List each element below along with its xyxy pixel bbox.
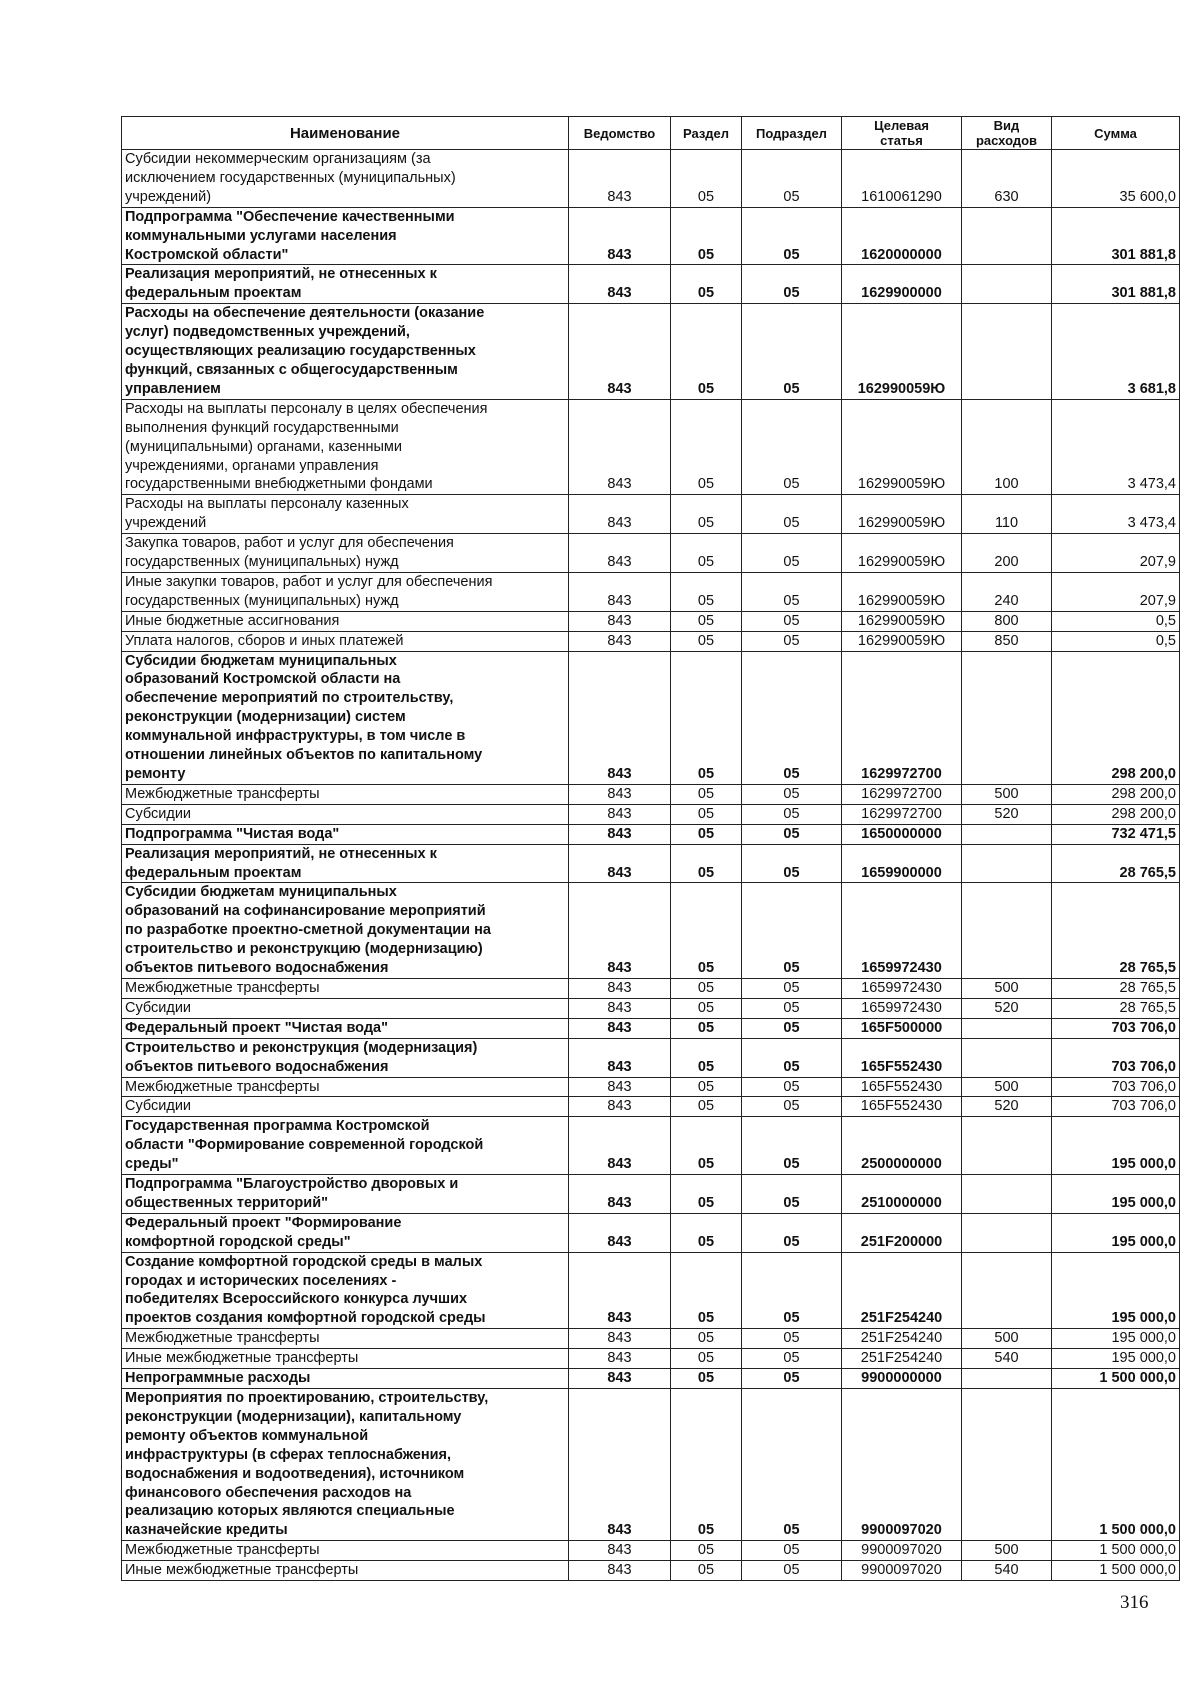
row-kind <box>962 1369 1052 1389</box>
row-name: Субсидии <box>122 1097 569 1117</box>
table-row <box>122 611 1180 631</box>
row-subsection: 05 <box>742 1117 842 1175</box>
row-section: 05 <box>671 631 742 651</box>
page-number: 316 <box>1120 1592 1149 1613</box>
budget-table <box>121 116 1180 1581</box>
row-target: 1659972430 <box>842 998 962 1018</box>
row-sum: 28 765,5 <box>1052 844 1180 883</box>
row-kind <box>962 265 1052 304</box>
table-row <box>122 1541 1180 1561</box>
row-subsection: 05 <box>742 1389 842 1541</box>
table-row <box>122 534 1180 573</box>
row-kind <box>962 207 1052 265</box>
row-kind <box>962 1389 1052 1541</box>
row-kind <box>962 1018 1052 1038</box>
row-name: Иные межбюджетные трансферты <box>122 1561 569 1581</box>
row-name: Подпрограмма "Благоустройство дворовых и общественных территорий" <box>122 1175 569 1214</box>
row-section: 05 <box>671 304 742 400</box>
row-name: Субсидии <box>122 998 569 1018</box>
table-row <box>122 784 1180 804</box>
row-dept: 843 <box>569 998 671 1018</box>
row-subsection: 05 <box>742 1252 842 1329</box>
row-name: Уплата налогов, сборов и иных платежей <box>122 631 569 651</box>
row-section: 05 <box>671 611 742 631</box>
row-dept: 843 <box>569 534 671 573</box>
table-row <box>122 572 1180 611</box>
row-name: Межбюджетные трансферты <box>122 1329 569 1349</box>
row-section: 05 <box>671 1329 742 1349</box>
row-name: Федеральный проект "Формирование комфортной городской среды" <box>122 1213 569 1252</box>
table-row <box>122 631 1180 651</box>
header-dept: Ведомство <box>569 117 671 150</box>
row-subsection: 05 <box>742 207 842 265</box>
row-sum: 28 765,5 <box>1052 998 1180 1018</box>
row-section: 05 <box>671 804 742 824</box>
table-header-row <box>122 117 1180 150</box>
row-sum: 195 000,0 <box>1052 1329 1180 1349</box>
row-target: 9900097020 <box>842 1389 962 1541</box>
row-subsection: 05 <box>742 784 842 804</box>
row-sum: 301 881,8 <box>1052 265 1180 304</box>
row-name: Межбюджетные трансферты <box>122 784 569 804</box>
row-kind <box>962 304 1052 400</box>
row-section: 05 <box>671 844 742 883</box>
row-dept: 843 <box>569 844 671 883</box>
row-sum: 28 765,5 <box>1052 978 1180 998</box>
row-subsection: 05 <box>742 572 842 611</box>
row-target: 162990059Ю <box>842 572 962 611</box>
row-target: 1659972430 <box>842 978 962 998</box>
row-kind: 240 <box>962 572 1052 611</box>
row-target: 1629972700 <box>842 784 962 804</box>
row-dept: 843 <box>569 1117 671 1175</box>
row-sum: 28 765,5 <box>1052 883 1180 979</box>
row-subsection: 05 <box>742 1175 842 1214</box>
row-dept: 843 <box>569 651 671 784</box>
row-sum: 195 000,0 <box>1052 1175 1180 1214</box>
row-subsection: 05 <box>742 1077 842 1097</box>
row-kind <box>962 844 1052 883</box>
row-dept: 843 <box>569 572 671 611</box>
table-row <box>122 998 1180 1018</box>
row-subsection: 05 <box>742 631 842 651</box>
row-section: 05 <box>671 998 742 1018</box>
table-row <box>122 304 1180 400</box>
row-section: 05 <box>671 651 742 784</box>
row-dept: 843 <box>569 495 671 534</box>
table-row <box>122 1329 1180 1349</box>
row-subsection: 05 <box>742 844 842 883</box>
row-name: Расходы на выплаты персоналу казенных учреждений <box>122 495 569 534</box>
row-name: Межбюджетные трансферты <box>122 1541 569 1561</box>
row-sum: 301 881,8 <box>1052 207 1180 265</box>
row-kind: 850 <box>962 631 1052 651</box>
row-target: 251F254240 <box>842 1349 962 1369</box>
row-subsection: 05 <box>742 611 842 631</box>
row-kind: 630 <box>962 150 1052 208</box>
table-row <box>122 1077 1180 1097</box>
row-target: 165F500000 <box>842 1018 962 1038</box>
row-subsection: 05 <box>742 978 842 998</box>
row-section: 05 <box>671 883 742 979</box>
row-section: 05 <box>671 1097 742 1117</box>
row-subsection: 05 <box>742 1018 842 1038</box>
row-kind: 500 <box>962 1077 1052 1097</box>
row-subsection: 05 <box>742 1038 842 1077</box>
row-target: 2500000000 <box>842 1117 962 1175</box>
row-target: 1629972700 <box>842 804 962 824</box>
row-sum: 35 600,0 <box>1052 150 1180 208</box>
row-subsection: 05 <box>742 534 842 573</box>
row-name: Создание комфортной городской среды в малых городах и исторических поселениях - победителях Всероссийского конкурса лучших проектов создания комфортной городской среды <box>122 1252 569 1329</box>
row-target: 162990059Ю <box>842 611 962 631</box>
row-sum: 703 706,0 <box>1052 1038 1180 1077</box>
table-row <box>122 1561 1180 1581</box>
table-row <box>122 1097 1180 1117</box>
row-name: Непрограммные расходы <box>122 1369 569 1389</box>
row-target: 162990059Ю <box>842 495 962 534</box>
row-kind: 200 <box>962 534 1052 573</box>
row-dept: 843 <box>569 1389 671 1541</box>
row-name: Строительство и реконструкция (модернизация) объектов питьевого водоснабжения <box>122 1038 569 1077</box>
row-subsection: 05 <box>742 1329 842 1349</box>
row-name: Закупка товаров, работ и услуг для обеспечения государственных (муниципальных) нужд <box>122 534 569 573</box>
table-row <box>122 1252 1180 1329</box>
table-row <box>122 1389 1180 1541</box>
row-target: 1650000000 <box>842 824 962 844</box>
row-dept: 843 <box>569 265 671 304</box>
row-kind: 500 <box>962 1541 1052 1561</box>
row-kind: 500 <box>962 784 1052 804</box>
row-subsection: 05 <box>742 998 842 1018</box>
table-row <box>122 1213 1180 1252</box>
table-row <box>122 1175 1180 1214</box>
row-kind <box>962 1252 1052 1329</box>
row-subsection: 05 <box>742 1349 842 1369</box>
row-sum: 3 473,4 <box>1052 399 1180 495</box>
row-dept: 843 <box>569 784 671 804</box>
row-section: 05 <box>671 1117 742 1175</box>
row-dept: 843 <box>569 1349 671 1369</box>
table-row <box>122 1369 1180 1389</box>
row-name: Субсидии бюджетам муниципальных образований на софинансирование мероприятий по разработке проектно-сметной документации на строительство и реконструкцию (модернизацию) объектов питьевого водоснабжения <box>122 883 569 979</box>
row-sum: 195 000,0 <box>1052 1349 1180 1369</box>
row-name: Расходы на обеспечение деятельности (оказание услуг) подведомственных учреждений, осуществляющих реализацию государственных функций, связанных с общегосударственным управлением <box>122 304 569 400</box>
row-section: 05 <box>671 495 742 534</box>
row-target: 165F552430 <box>842 1097 962 1117</box>
row-sum: 1 500 000,0 <box>1052 1369 1180 1389</box>
row-sum: 298 200,0 <box>1052 651 1180 784</box>
row-name: Реализация мероприятий, не отнесенных к федеральным проектам <box>122 265 569 304</box>
row-name: Расходы на выплаты персоналу в целях обеспечения выполнения функций государственными (муниципальными) органами, казенными учреждениями, органами управления государственными внебюджетными фондами <box>122 399 569 495</box>
row-sum: 298 200,0 <box>1052 804 1180 824</box>
row-subsection: 05 <box>742 304 842 400</box>
row-section: 05 <box>671 572 742 611</box>
row-section: 05 <box>671 824 742 844</box>
table-row <box>122 844 1180 883</box>
row-target: 9900097020 <box>842 1561 962 1581</box>
row-kind <box>962 1175 1052 1214</box>
row-subsection: 05 <box>742 824 842 844</box>
table-row <box>122 651 1180 784</box>
row-kind <box>962 883 1052 979</box>
header-name: Наименование <box>122 117 569 150</box>
row-dept: 843 <box>569 399 671 495</box>
row-section: 05 <box>671 784 742 804</box>
row-target: 251F254240 <box>842 1329 962 1349</box>
row-sum: 298 200,0 <box>1052 784 1180 804</box>
row-name: Иные межбюджетные трансферты <box>122 1349 569 1369</box>
row-section: 05 <box>671 1175 742 1214</box>
row-dept: 843 <box>569 978 671 998</box>
row-kind: 520 <box>962 804 1052 824</box>
row-sum: 195 000,0 <box>1052 1117 1180 1175</box>
table-row <box>122 1038 1180 1077</box>
row-kind: 520 <box>962 1097 1052 1117</box>
row-target: 162990059Ю <box>842 304 962 400</box>
row-dept: 843 <box>569 824 671 844</box>
table-row <box>122 804 1180 824</box>
row-target: 165F552430 <box>842 1077 962 1097</box>
row-sum: 703 706,0 <box>1052 1097 1180 1117</box>
row-subsection: 05 <box>742 651 842 784</box>
row-section: 05 <box>671 1213 742 1252</box>
row-dept: 843 <box>569 1252 671 1329</box>
header-sum: Сумма <box>1052 117 1180 150</box>
row-name: Иные бюджетные ассигнования <box>122 611 569 631</box>
row-target: 1610061290 <box>842 150 962 208</box>
row-kind: 540 <box>962 1349 1052 1369</box>
row-sum: 0,5 <box>1052 631 1180 651</box>
row-section: 05 <box>671 265 742 304</box>
row-name: Подпрограмма "Чистая вода" <box>122 824 569 844</box>
row-dept: 843 <box>569 1541 671 1561</box>
row-dept: 843 <box>569 1213 671 1252</box>
row-kind: 540 <box>962 1561 1052 1581</box>
row-subsection: 05 <box>742 399 842 495</box>
row-subsection: 05 <box>742 1213 842 1252</box>
row-sum: 3 681,8 <box>1052 304 1180 400</box>
row-section: 05 <box>671 1018 742 1038</box>
row-kind: 110 <box>962 495 1052 534</box>
row-section: 05 <box>671 1252 742 1329</box>
row-subsection: 05 <box>742 1369 842 1389</box>
row-sum: 207,9 <box>1052 534 1180 573</box>
table-row <box>122 883 1180 979</box>
table-row <box>122 1018 1180 1038</box>
row-name: Субсидии <box>122 804 569 824</box>
table-row <box>122 1117 1180 1175</box>
row-dept: 843 <box>569 1018 671 1038</box>
row-target: 9900000000 <box>842 1369 962 1389</box>
row-name: Реализация мероприятий, не отнесенных к федеральным проектам <box>122 844 569 883</box>
row-sum: 207,9 <box>1052 572 1180 611</box>
row-subsection: 05 <box>742 1097 842 1117</box>
row-target: 2510000000 <box>842 1175 962 1214</box>
row-dept: 843 <box>569 304 671 400</box>
row-subsection: 05 <box>742 150 842 208</box>
row-sum: 703 706,0 <box>1052 1018 1180 1038</box>
row-dept: 843 <box>569 804 671 824</box>
row-sum: 703 706,0 <box>1052 1077 1180 1097</box>
row-dept: 843 <box>569 150 671 208</box>
row-kind <box>962 1213 1052 1252</box>
row-dept: 843 <box>569 611 671 631</box>
table-row <box>122 495 1180 534</box>
row-target: 9900097020 <box>842 1541 962 1561</box>
row-sum: 195 000,0 <box>1052 1252 1180 1329</box>
row-subsection: 05 <box>742 804 842 824</box>
row-section: 05 <box>671 150 742 208</box>
row-dept: 843 <box>569 1329 671 1349</box>
row-kind: 500 <box>962 978 1052 998</box>
row-subsection: 05 <box>742 1561 842 1581</box>
row-target: 162990059Ю <box>842 631 962 651</box>
row-kind: 100 <box>962 399 1052 495</box>
row-name: Межбюджетные трансферты <box>122 1077 569 1097</box>
row-name: Федеральный проект "Чистая вода" <box>122 1018 569 1038</box>
row-target: 251F254240 <box>842 1252 962 1329</box>
row-dept: 843 <box>569 1077 671 1097</box>
row-section: 05 <box>671 1038 742 1077</box>
header-section: Раздел <box>671 117 742 150</box>
row-target: 1659972430 <box>842 883 962 979</box>
row-kind <box>962 1038 1052 1077</box>
row-section: 05 <box>671 1077 742 1097</box>
row-dept: 843 <box>569 883 671 979</box>
row-dept: 843 <box>569 1175 671 1214</box>
row-kind: 800 <box>962 611 1052 631</box>
row-kind <box>962 824 1052 844</box>
table-row <box>122 207 1180 265</box>
header-subsection: Подраздел <box>742 117 842 150</box>
row-target: 1659900000 <box>842 844 962 883</box>
row-name: Иные закупки товаров, работ и услуг для обеспечения государственных (муниципальных) нужд <box>122 572 569 611</box>
row-dept: 843 <box>569 631 671 651</box>
row-name: Субсидии бюджетам муниципальных образований Костромской области на обеспечение мероприятий по строительству, реконструкции (модернизации) систем коммунальной инфраструктуры, в том числе в отношении линейных объектов по капитальному ремонту <box>122 651 569 784</box>
row-section: 05 <box>671 1369 742 1389</box>
row-target: 162990059Ю <box>842 399 962 495</box>
row-name: Субсидии некоммерческим организациям (за исключением государственных (муниципальных) учреждений) <box>122 150 569 208</box>
row-subsection: 05 <box>742 265 842 304</box>
row-name: Государственная программа Костромской области "Формирование современной городской среды" <box>122 1117 569 1175</box>
row-section: 05 <box>671 978 742 998</box>
row-target: 1620000000 <box>842 207 962 265</box>
row-dept: 843 <box>569 1097 671 1117</box>
row-subsection: 05 <box>742 495 842 534</box>
table-row <box>122 1349 1180 1369</box>
table-row <box>122 824 1180 844</box>
row-target: 1629900000 <box>842 265 962 304</box>
row-dept: 843 <box>569 1369 671 1389</box>
row-subsection: 05 <box>742 1541 842 1561</box>
row-name: Межбюджетные трансферты <box>122 978 569 998</box>
row-section: 05 <box>671 1349 742 1369</box>
row-dept: 843 <box>569 207 671 265</box>
table-row <box>122 399 1180 495</box>
row-sum: 1 500 000,0 <box>1052 1561 1180 1581</box>
table-row <box>122 150 1180 208</box>
row-dept: 843 <box>569 1038 671 1077</box>
row-name: Мероприятия по проектированию, строительству, реконструкции (модернизации), капитальному ремонту объектов коммунальной инфраструктуры (в сферах теплоснабжения, водоснабжения и водоотведения), источником финансового обеспечения расходов на реализацию которых являются специальные казначейские кредиты <box>122 1389 569 1541</box>
table-row <box>122 265 1180 304</box>
row-section: 05 <box>671 1561 742 1581</box>
header-target: Целевая статья <box>842 117 962 150</box>
row-section: 05 <box>671 1389 742 1541</box>
row-target: 251F200000 <box>842 1213 962 1252</box>
row-sum: 195 000,0 <box>1052 1213 1180 1252</box>
row-target: 162990059Ю <box>842 534 962 573</box>
row-kind: 500 <box>962 1329 1052 1349</box>
row-section: 05 <box>671 399 742 495</box>
row-kind: 520 <box>962 998 1052 1018</box>
row-sum: 0,5 <box>1052 611 1180 631</box>
row-section: 05 <box>671 1541 742 1561</box>
row-kind <box>962 1117 1052 1175</box>
row-section: 05 <box>671 207 742 265</box>
row-sum: 732 471,5 <box>1052 824 1180 844</box>
row-dept: 843 <box>569 1561 671 1581</box>
row-sum: 1 500 000,0 <box>1052 1389 1180 1541</box>
row-target: 165F552430 <box>842 1038 962 1077</box>
row-subsection: 05 <box>742 883 842 979</box>
row-section: 05 <box>671 534 742 573</box>
row-name: Подпрограмма "Обеспечение качественными коммунальными услугами населения Костромской области" <box>122 207 569 265</box>
row-target: 1629972700 <box>842 651 962 784</box>
row-sum: 1 500 000,0 <box>1052 1541 1180 1561</box>
header-kind: Вид расходов <box>962 117 1052 150</box>
row-kind <box>962 651 1052 784</box>
table-row <box>122 978 1180 998</box>
row-sum: 3 473,4 <box>1052 495 1180 534</box>
